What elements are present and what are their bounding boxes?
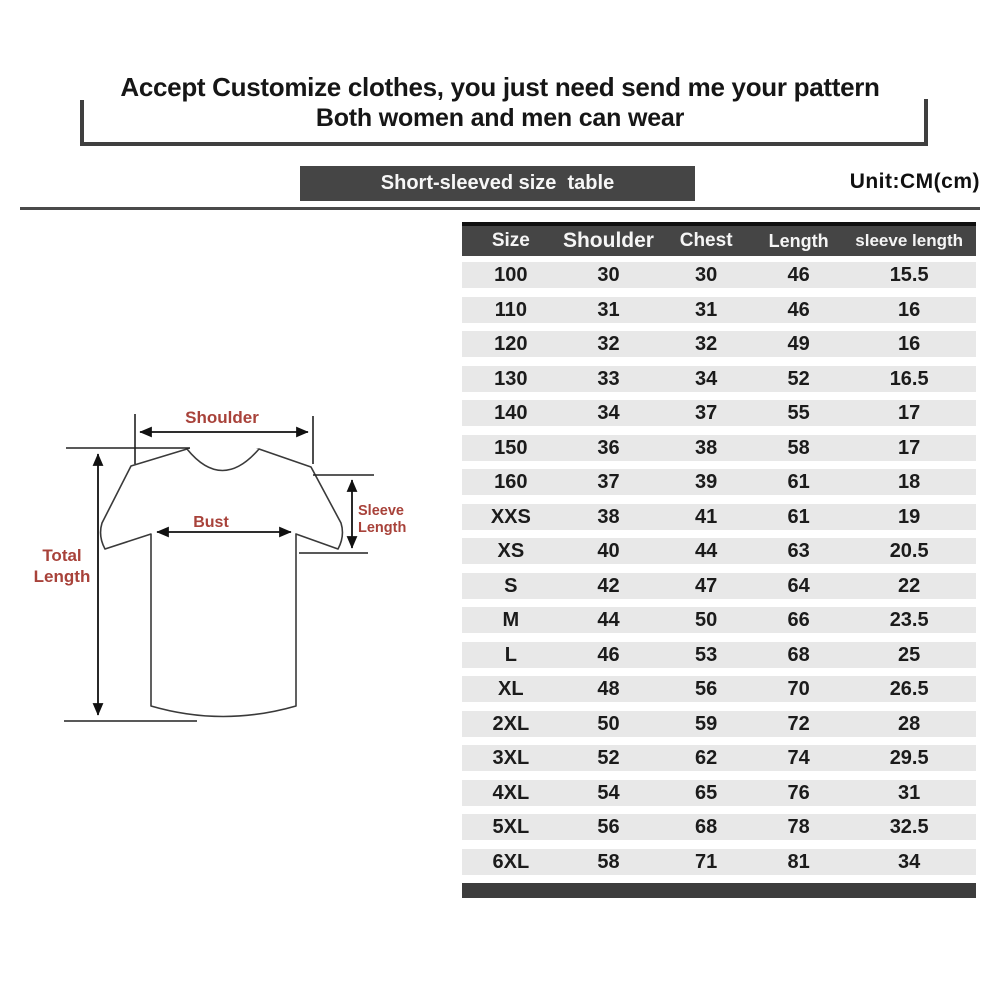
table-cell: 16: [898, 333, 921, 355]
table-cell: 34: [695, 367, 718, 390]
table-cell: 38: [695, 436, 718, 459]
shoulder-label: Shoulder: [185, 408, 259, 427]
headline: [60, 72, 940, 134]
table-cell: 61: [787, 471, 810, 493]
headline-line-2: Both women and men can wear: [315, 104, 685, 132]
table-cell: 29.5: [889, 747, 929, 769]
table-cell: 120: [494, 333, 528, 355]
table-cell: 68: [787, 643, 810, 666]
table-cell: 65: [695, 781, 718, 804]
table-cell: XXS: [490, 505, 531, 528]
table-footer-bar: [462, 883, 976, 898]
table-cell: 16: [898, 298, 921, 321]
header-cell: Shoulder: [562, 229, 654, 252]
table-row: [462, 573, 976, 599]
table-cell: 70: [787, 678, 810, 700]
table-cell: 6XL: [492, 850, 530, 873]
bracket-bottom-line: [80, 142, 928, 146]
table-cell: 31: [695, 298, 718, 321]
table-cell: 32: [597, 333, 620, 355]
table-cell: 58: [787, 436, 810, 459]
table-cell: 2XL: [492, 712, 530, 735]
table-cell: M: [502, 609, 520, 631]
sleeve-length-label-line1: Sleeve: [358, 503, 404, 519]
tshirt-outline: [101, 449, 343, 717]
table-cell: 66: [787, 609, 810, 631]
sleeve-length-label-line2: Length: [358, 520, 407, 536]
table-cell: 26.5: [889, 678, 929, 700]
table-cell: 36: [597, 436, 620, 459]
table-row: [462, 642, 976, 668]
table-cell: 16.5: [889, 367, 929, 390]
table-cell: 5XL: [492, 816, 530, 838]
table-row: [462, 435, 976, 461]
table-row: [462, 366, 976, 392]
header-cell: Length: [768, 231, 829, 251]
table-cell: 33: [597, 367, 620, 390]
table-cell: 64: [787, 574, 810, 597]
table-row: [462, 814, 976, 840]
table-cell: 55: [787, 402, 810, 424]
table-cell: 31: [597, 298, 620, 321]
table-cell: XS: [497, 540, 525, 562]
table-cell: 160: [494, 471, 528, 493]
table-cell: 150: [494, 436, 528, 459]
table-row: [462, 538, 976, 564]
table-cell: 34: [597, 402, 620, 424]
table-row: [462, 400, 976, 426]
table-cell: 25: [898, 643, 921, 666]
table-cell: 110: [494, 298, 527, 321]
table-row: [462, 676, 976, 702]
table-cell: 61: [787, 505, 810, 528]
table-cell: 44: [597, 609, 620, 631]
total-length-label-line1: Total: [42, 546, 82, 565]
horizontal-divider: [20, 207, 980, 210]
table-cell: 50: [597, 712, 620, 735]
table-cell: 78: [787, 816, 810, 838]
header-cell: sleeve length: [855, 231, 964, 250]
table-cell: 4XL: [492, 781, 530, 804]
table-cell: L: [504, 643, 517, 666]
table-cell: 81: [787, 850, 810, 873]
headline-line-1: Accept Customize clothes, you just need send me your pattern: [120, 72, 880, 102]
table-cell: 37: [695, 402, 718, 424]
table-cell: 47: [695, 574, 718, 597]
table-row: [462, 745, 976, 771]
table-cell: 32: [695, 333, 718, 355]
table-cell: 38: [597, 505, 620, 528]
table-cell: 3XL: [492, 747, 530, 769]
table-cell: 46: [597, 643, 620, 666]
table-cell: 20.5: [889, 540, 929, 562]
table-cell: 72: [787, 712, 810, 735]
table-cell: 37: [597, 471, 620, 493]
table-cell: 46: [787, 298, 810, 321]
table-cell: 42: [597, 574, 620, 597]
table-cell: 18: [898, 471, 921, 493]
table-cell: 56: [597, 816, 620, 838]
table-cell: 39: [695, 471, 718, 493]
table-cell: 32.5: [889, 816, 929, 838]
table-cell: 30: [695, 264, 718, 286]
table-cell: 74: [787, 747, 810, 769]
table-cell: 56: [695, 678, 718, 700]
table-cell: 52: [597, 747, 620, 769]
bust-label: Bust: [193, 514, 229, 531]
table-cell: 19: [898, 505, 921, 528]
table-cell: 41: [695, 505, 718, 528]
table-cell: S: [504, 574, 518, 597]
table-cell: 15.5: [889, 264, 929, 286]
table-row: [462, 331, 976, 357]
table-cell: 17: [898, 436, 921, 459]
unit-label: Unit:CM(cm): [849, 170, 980, 193]
size-table: [462, 222, 976, 898]
table-cell: 34: [898, 850, 921, 873]
header-cell: Size: [491, 230, 530, 251]
table-cell: 31: [898, 781, 921, 804]
table-cell: 63: [787, 540, 810, 562]
table-cell: 46: [787, 264, 810, 286]
table-cell: 17: [898, 402, 921, 424]
table-cell: 53: [695, 643, 718, 666]
header-cell: Chest: [679, 230, 733, 251]
table-row: [462, 780, 976, 806]
table-cell: 28: [898, 712, 921, 735]
table-cell: 62: [695, 747, 718, 769]
table-cell: 100: [494, 264, 528, 286]
table-row: [462, 262, 976, 288]
table-cell: 44: [695, 540, 718, 562]
table-row: [462, 607, 976, 633]
table-cell: 30: [597, 264, 620, 286]
table-row: [462, 849, 976, 875]
table-row: [462, 504, 976, 530]
table-cell: 54: [597, 781, 620, 804]
table-cell: 48: [597, 678, 620, 700]
table-cell: 68: [695, 816, 718, 838]
table-cell: 49: [787, 333, 810, 355]
tshirt-diagram-svg: [0, 385, 470, 750]
table-body: [462, 262, 976, 875]
table-row: [462, 711, 976, 737]
table-cell: 50: [695, 609, 718, 631]
table-cell: 59: [695, 712, 718, 735]
table-row: [462, 469, 976, 495]
table-cell: 140: [494, 402, 528, 424]
total-length-label-line2: Length: [33, 567, 91, 586]
table-cell: XL: [498, 678, 524, 700]
tshirt-measurement-diagram: [0, 385, 470, 750]
table-cell: 130: [494, 367, 528, 390]
table-cell: 52: [787, 367, 810, 390]
table-cell: 23.5: [889, 609, 929, 631]
table-cell: 22: [898, 574, 921, 597]
table-header: [462, 222, 976, 256]
table-title-banner: Short-sleeved size table: [300, 166, 695, 201]
table-cell: 40: [597, 540, 620, 562]
table-cell: 58: [597, 850, 620, 873]
table-row: [462, 297, 976, 323]
table-cell: 71: [695, 850, 718, 873]
table-cell: 76: [787, 781, 810, 804]
